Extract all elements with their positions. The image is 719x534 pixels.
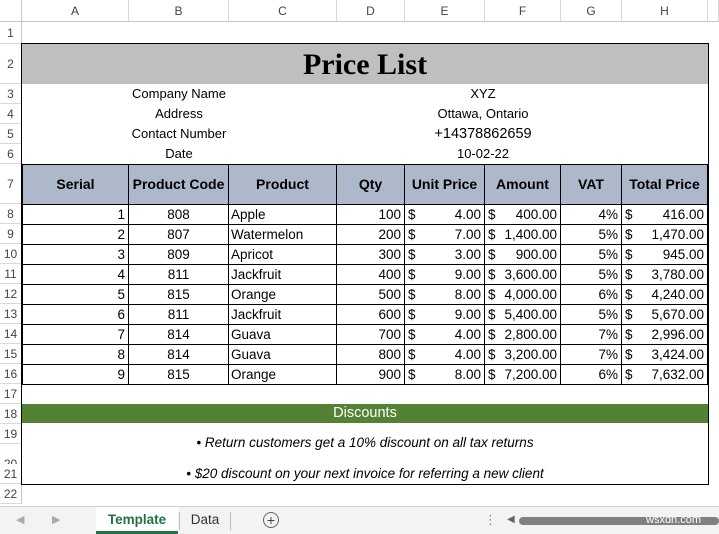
- cell-serial: 6: [22, 305, 129, 325]
- cell-code: 808: [129, 205, 229, 225]
- cell-amount: [485, 365, 561, 385]
- cell-vat: 7%: [561, 325, 622, 345]
- cell-value: 2,996.00: [651, 327, 704, 342]
- cell-value: 4,240.00: [651, 287, 704, 302]
- scroll-tabs-left-icon[interactable]: ◀: [16, 514, 25, 526]
- currency-symbol: $: [488, 267, 496, 282]
- cell-qty: 700: [337, 325, 405, 345]
- column-header-e[interactable]: E: [405, 0, 485, 22]
- cell-total: [622, 325, 708, 345]
- cell-code: 811: [129, 265, 229, 285]
- row-header-11[interactable]: 11: [0, 264, 22, 284]
- cell-product: Guava: [229, 325, 337, 345]
- cell-product: Apricot: [229, 245, 337, 265]
- currency-symbol: $: [408, 207, 416, 222]
- cell-amount: [485, 305, 561, 325]
- currency-symbol: $: [625, 347, 633, 362]
- cell-amount: [485, 325, 561, 345]
- cell-serial: 3: [22, 245, 129, 265]
- cell-value: 4.00: [454, 347, 481, 362]
- cell-value: 4,000.00: [504, 287, 557, 302]
- tab-divider: [230, 512, 231, 530]
- table-header-product-code: Product Code: [129, 165, 229, 205]
- currency-symbol: $: [625, 307, 633, 322]
- cell-serial: 2: [22, 225, 129, 245]
- cell-value: 4.00: [454, 207, 481, 222]
- info-value: 10-02-22: [456, 146, 510, 161]
- add-sheet-button[interactable]: +: [263, 512, 279, 528]
- column-header-c[interactable]: C: [229, 0, 337, 22]
- cell-amount: [485, 345, 561, 365]
- cell-value: 9.00: [454, 307, 481, 322]
- cell-value: 416.00: [662, 207, 704, 222]
- table-row: [22, 365, 708, 385]
- currency-symbol: $: [408, 327, 416, 342]
- cell-vat: 4%: [561, 205, 622, 225]
- row-header-18[interactable]: 18: [0, 404, 22, 424]
- row-header-8[interactable]: 8: [0, 204, 22, 224]
- cell-product: Guava: [229, 345, 337, 365]
- cell-value: 3,200.00: [504, 347, 557, 362]
- page-title: Price List: [22, 44, 708, 84]
- cell-product: Watermelon: [229, 225, 337, 245]
- table-header-total-price: Total Price: [622, 165, 708, 205]
- cell-value: 2,800.00: [504, 327, 557, 342]
- row-header-4[interactable]: 4: [0, 104, 22, 124]
- table-row: [22, 285, 708, 305]
- currency-symbol: $: [408, 367, 416, 382]
- column-header-d[interactable]: D: [337, 0, 405, 22]
- scroll-tabs-right-icon[interactable]: ▶: [52, 514, 61, 526]
- cell-product: Orange: [229, 365, 337, 385]
- cell-serial: 7: [22, 325, 129, 345]
- cell-product: Jackfruit: [229, 265, 337, 285]
- currency-symbol: $: [625, 327, 633, 342]
- cell-value: 4.00: [454, 327, 481, 342]
- cell-unit: [405, 345, 485, 365]
- info-label: Contact Number: [131, 126, 227, 141]
- info-label: Date: [165, 146, 193, 161]
- cell-amount: [485, 265, 561, 285]
- table-row: [22, 305, 708, 325]
- row-header-3[interactable]: 3: [0, 84, 22, 104]
- discounts-header: Discounts: [22, 404, 708, 423]
- cell-value: 945.00: [662, 247, 704, 262]
- cell-unit: [405, 205, 485, 225]
- row-header-16[interactable]: 16: [0, 364, 22, 384]
- row-header-6[interactable]: 6: [0, 144, 22, 164]
- currency-symbol: $: [625, 247, 633, 262]
- cell-unit: [405, 285, 485, 305]
- cell-value: 900.00: [515, 247, 557, 262]
- cell-vat: 7%: [561, 345, 622, 365]
- table-row: [22, 205, 708, 225]
- cell-code: 815: [129, 285, 229, 305]
- cell-value: 400.00: [515, 207, 557, 222]
- currency-symbol: $: [408, 247, 416, 262]
- row-header-12[interactable]: 12: [0, 284, 22, 304]
- currency-symbol: $: [408, 347, 416, 362]
- cell-amount: [485, 285, 561, 305]
- table-row: [22, 325, 708, 345]
- currency-symbol: $: [625, 207, 633, 222]
- row-header-2[interactable]: 2: [0, 44, 22, 84]
- cell-value: 3,600.00: [504, 267, 557, 282]
- cell-total: [622, 265, 708, 285]
- currency-symbol: $: [408, 267, 416, 282]
- cell-qty: 100: [337, 205, 405, 225]
- info-value: XYZ: [470, 86, 496, 101]
- cell-value: 9.00: [454, 267, 481, 282]
- cell-qty: 500: [337, 285, 405, 305]
- cell-product: Jackfruit: [229, 305, 337, 325]
- cell-serial: 8: [22, 345, 129, 365]
- currency-symbol: $: [625, 287, 633, 302]
- cell-value: 7,632.00: [651, 367, 704, 382]
- column-header-h[interactable]: H: [622, 0, 708, 22]
- cell-value: 5,670.00: [651, 307, 704, 322]
- currency-symbol: $: [488, 367, 496, 382]
- table-header-amount: Amount: [485, 165, 561, 205]
- cell-unit: [405, 305, 485, 325]
- tab-data[interactable]: Data: [190, 512, 220, 527]
- cell-value: 1,470.00: [651, 227, 704, 242]
- cell-unit: [405, 265, 485, 285]
- table-row: [22, 345, 708, 365]
- cell-total: [622, 245, 708, 265]
- row-header-7[interactable]: 7: [0, 164, 22, 204]
- cell-amount: [485, 205, 561, 225]
- cell-serial: 1: [22, 205, 129, 225]
- cell-total: [622, 365, 708, 385]
- cell-total: [622, 345, 708, 365]
- table-row: [22, 225, 708, 245]
- table-header-vat: VAT: [561, 165, 622, 205]
- cell-code: 815: [129, 365, 229, 385]
- cell-unit: [405, 245, 485, 265]
- row-header-17[interactable]: 17: [0, 384, 22, 404]
- cell-serial: 9: [22, 365, 129, 385]
- table-header-unit-price: Unit Price: [405, 165, 485, 205]
- info-label: Company Name: [132, 86, 226, 101]
- currency-symbol: $: [625, 367, 633, 382]
- row-header-15[interactable]: 15: [0, 344, 22, 364]
- cell-value: 3.00: [454, 247, 481, 262]
- cell-vat: 5%: [561, 225, 622, 245]
- cell-code: 814: [129, 325, 229, 345]
- cell-amount: [485, 225, 561, 245]
- discount-note-1: • Return customers get a 10% discount on all tax returns: [196, 435, 534, 450]
- info-label: Address: [155, 106, 203, 121]
- row-header-10[interactable]: 10: [0, 244, 22, 264]
- cell-serial: 4: [22, 265, 129, 285]
- cell-vat: 5%: [561, 265, 622, 285]
- row-header-22[interactable]: 22: [0, 484, 22, 504]
- cell-qty: 300: [337, 245, 405, 265]
- table-row: [22, 265, 708, 285]
- cell-vat: 6%: [561, 285, 622, 305]
- cell-qty: 600: [337, 305, 405, 325]
- cell-serial: 5: [22, 285, 129, 305]
- currency-symbol: $: [488, 307, 496, 322]
- cell-code: 809: [129, 245, 229, 265]
- column-header-f[interactable]: F: [485, 0, 561, 22]
- currency-symbol: $: [488, 347, 496, 362]
- cell-value: 3,780.00: [651, 267, 704, 282]
- row-header-21[interactable]: 21: [0, 464, 22, 484]
- currency-symbol: $: [408, 287, 416, 302]
- currency-symbol: $: [488, 227, 496, 242]
- cell-total: [622, 305, 708, 325]
- cell-code: 807: [129, 225, 229, 245]
- cell-value: 3,424.00: [651, 347, 704, 362]
- cell-total: [622, 205, 708, 225]
- row-header-5[interactable]: 5: [0, 124, 22, 144]
- table-header-product: Product: [229, 165, 337, 205]
- info-value: Ottawa, Ontario: [437, 106, 529, 121]
- cell-vat: 5%: [561, 245, 622, 265]
- cell-code: 811: [129, 305, 229, 325]
- discount-note-2: • $20 discount on your next invoice for referring a new client: [186, 466, 544, 481]
- row-header-1[interactable]: 1: [0, 22, 22, 44]
- cell-value: 7,200.00: [504, 367, 557, 382]
- tab-divider: [179, 512, 180, 530]
- row-header-14[interactable]: 14: [0, 324, 22, 344]
- info-value: +14378862659: [434, 126, 532, 142]
- sheet-tab-bar: [0, 506, 719, 534]
- cell-value: 7.00: [454, 227, 481, 242]
- cell-value: 5,400.00: [504, 307, 557, 322]
- cell-unit: [405, 225, 485, 245]
- cell-qty: 900: [337, 365, 405, 385]
- currency-symbol: $: [408, 227, 416, 242]
- cell-qty: 200: [337, 225, 405, 245]
- column-header-a[interactable]: A: [22, 0, 129, 22]
- more-options-icon[interactable]: ⋮: [484, 512, 497, 527]
- cell-value: 8.00: [454, 367, 481, 382]
- select-all-corner[interactable]: [0, 0, 22, 22]
- cell-value: 1,400.00: [504, 227, 557, 242]
- currency-symbol: $: [488, 247, 496, 262]
- column-header-g[interactable]: G: [561, 0, 622, 22]
- cell-total: [622, 285, 708, 305]
- currency-symbol: $: [488, 207, 496, 222]
- cell-qty: 400: [337, 265, 405, 285]
- currency-symbol: $: [408, 307, 416, 322]
- currency-symbol: $: [488, 327, 496, 342]
- watermark: wsxdn.com: [646, 514, 702, 526]
- column-header-blank: [708, 0, 719, 22]
- cell-product: Apple: [229, 205, 337, 225]
- cell-amount: [485, 245, 561, 265]
- cell-vat: 6%: [561, 365, 622, 385]
- cell-unit: [405, 325, 485, 345]
- cell-qty: 800: [337, 345, 405, 365]
- column-header-b[interactable]: B: [129, 0, 229, 22]
- currency-symbol: $: [625, 267, 633, 282]
- cell-value: 8.00: [454, 287, 481, 302]
- cell-code: 814: [129, 345, 229, 365]
- currency-symbol: $: [488, 287, 496, 302]
- currency-symbol: $: [625, 227, 633, 242]
- table-row: [22, 245, 708, 265]
- row-header-19[interactable]: 19: [0, 424, 22, 444]
- cell-unit: [405, 365, 485, 385]
- table-header-qty: Qty: [337, 165, 405, 205]
- scroll-left-icon[interactable]: ◀: [507, 514, 515, 525]
- cell-vat: 5%: [561, 305, 622, 325]
- cell-product: Orange: [229, 285, 337, 305]
- tab-template[interactable]: Template: [96, 507, 178, 534]
- row-header-9[interactable]: 9: [0, 224, 22, 244]
- row-header-13[interactable]: 13: [0, 304, 22, 324]
- cell-total: [622, 225, 708, 245]
- table-header-serial: Serial: [22, 165, 129, 205]
